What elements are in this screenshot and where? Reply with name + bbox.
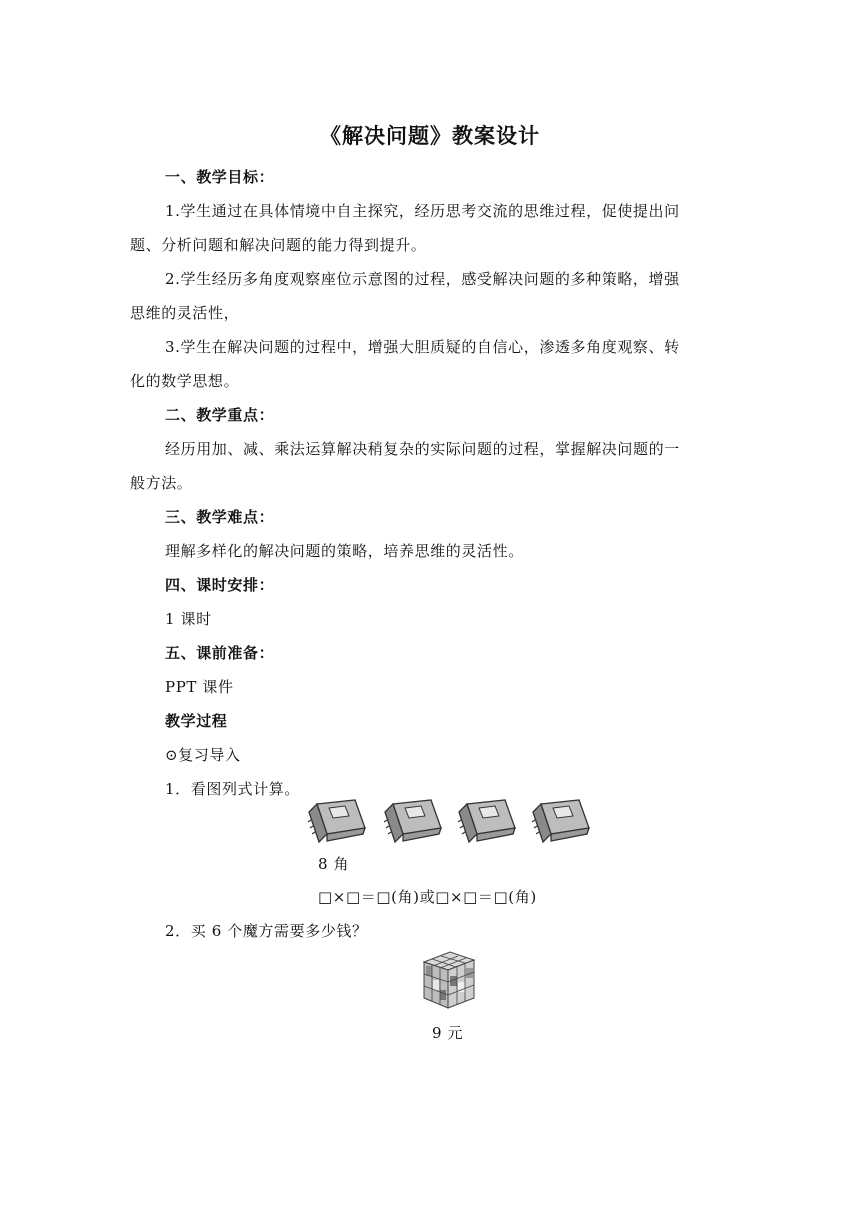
goal-1-line-2: 题、分析问题和解决问题的能力得到提升。 bbox=[130, 236, 427, 254]
cube-price-label: 9 元 bbox=[432, 1024, 464, 1042]
notebook-images bbox=[305, 798, 595, 848]
notebook-price-label: 8 角 bbox=[318, 855, 350, 873]
key-points-heading: 二、教学重点： bbox=[165, 406, 275, 424]
process-heading: 教学过程 bbox=[165, 712, 228, 730]
exercise-1-formula: □×□＝□(角)或□×□＝□(角) bbox=[318, 888, 537, 906]
exercise-2-prompt: 2．买 6 个魔方需要多少钱？ bbox=[165, 922, 368, 940]
difficulty-line: 理解多样化的解决问题的策略，培养思维的灵活性。 bbox=[165, 542, 524, 560]
notebook-icon bbox=[381, 798, 443, 846]
schedule-heading: 四、课时安排： bbox=[165, 576, 275, 594]
rubiks-cube-icon bbox=[420, 950, 478, 1012]
key-points-line-2: 般方法。 bbox=[130, 474, 193, 492]
key-points-line-1: 经历用加、减、乘法运算解决稍复杂的实际问题的过程，掌握解决问题的一 bbox=[165, 440, 680, 458]
goals-heading: 一、教学目标： bbox=[165, 168, 275, 186]
notebook-icon bbox=[455, 798, 517, 846]
goal-3-line-2: 化的数学思想。 bbox=[130, 372, 240, 390]
goal-2-line-1: 2.学生经历多角度观察座位示意图的过程，感受解决问题的多种策略，增强 bbox=[165, 270, 680, 288]
difficulty-heading: 三、教学难点： bbox=[165, 508, 275, 526]
goal-2-line-2: 思维的灵活性， bbox=[130, 304, 240, 322]
prep-line: PPT 课件 bbox=[165, 678, 234, 696]
schedule-line: 1 课时 bbox=[165, 610, 212, 628]
prep-heading: 五、课前准备： bbox=[165, 644, 275, 662]
notebook-icon bbox=[305, 798, 367, 846]
notebook-icon bbox=[529, 798, 591, 846]
goal-3-line-1: 3.学生在解决问题的过程中，增强大胆质疑的自信心，渗透多角度观察、转 bbox=[165, 338, 680, 356]
goal-1-line-1: 1.学生通过在具体情境中自主探究，经历思考交流的思维过程，促使提出问 bbox=[165, 202, 680, 220]
exercise-1-prompt: 1．看图列式计算。 bbox=[165, 780, 300, 798]
review-heading: ⊙复习导入 bbox=[165, 746, 241, 764]
page-title: 《解决问题》教案设计 bbox=[320, 123, 540, 148]
